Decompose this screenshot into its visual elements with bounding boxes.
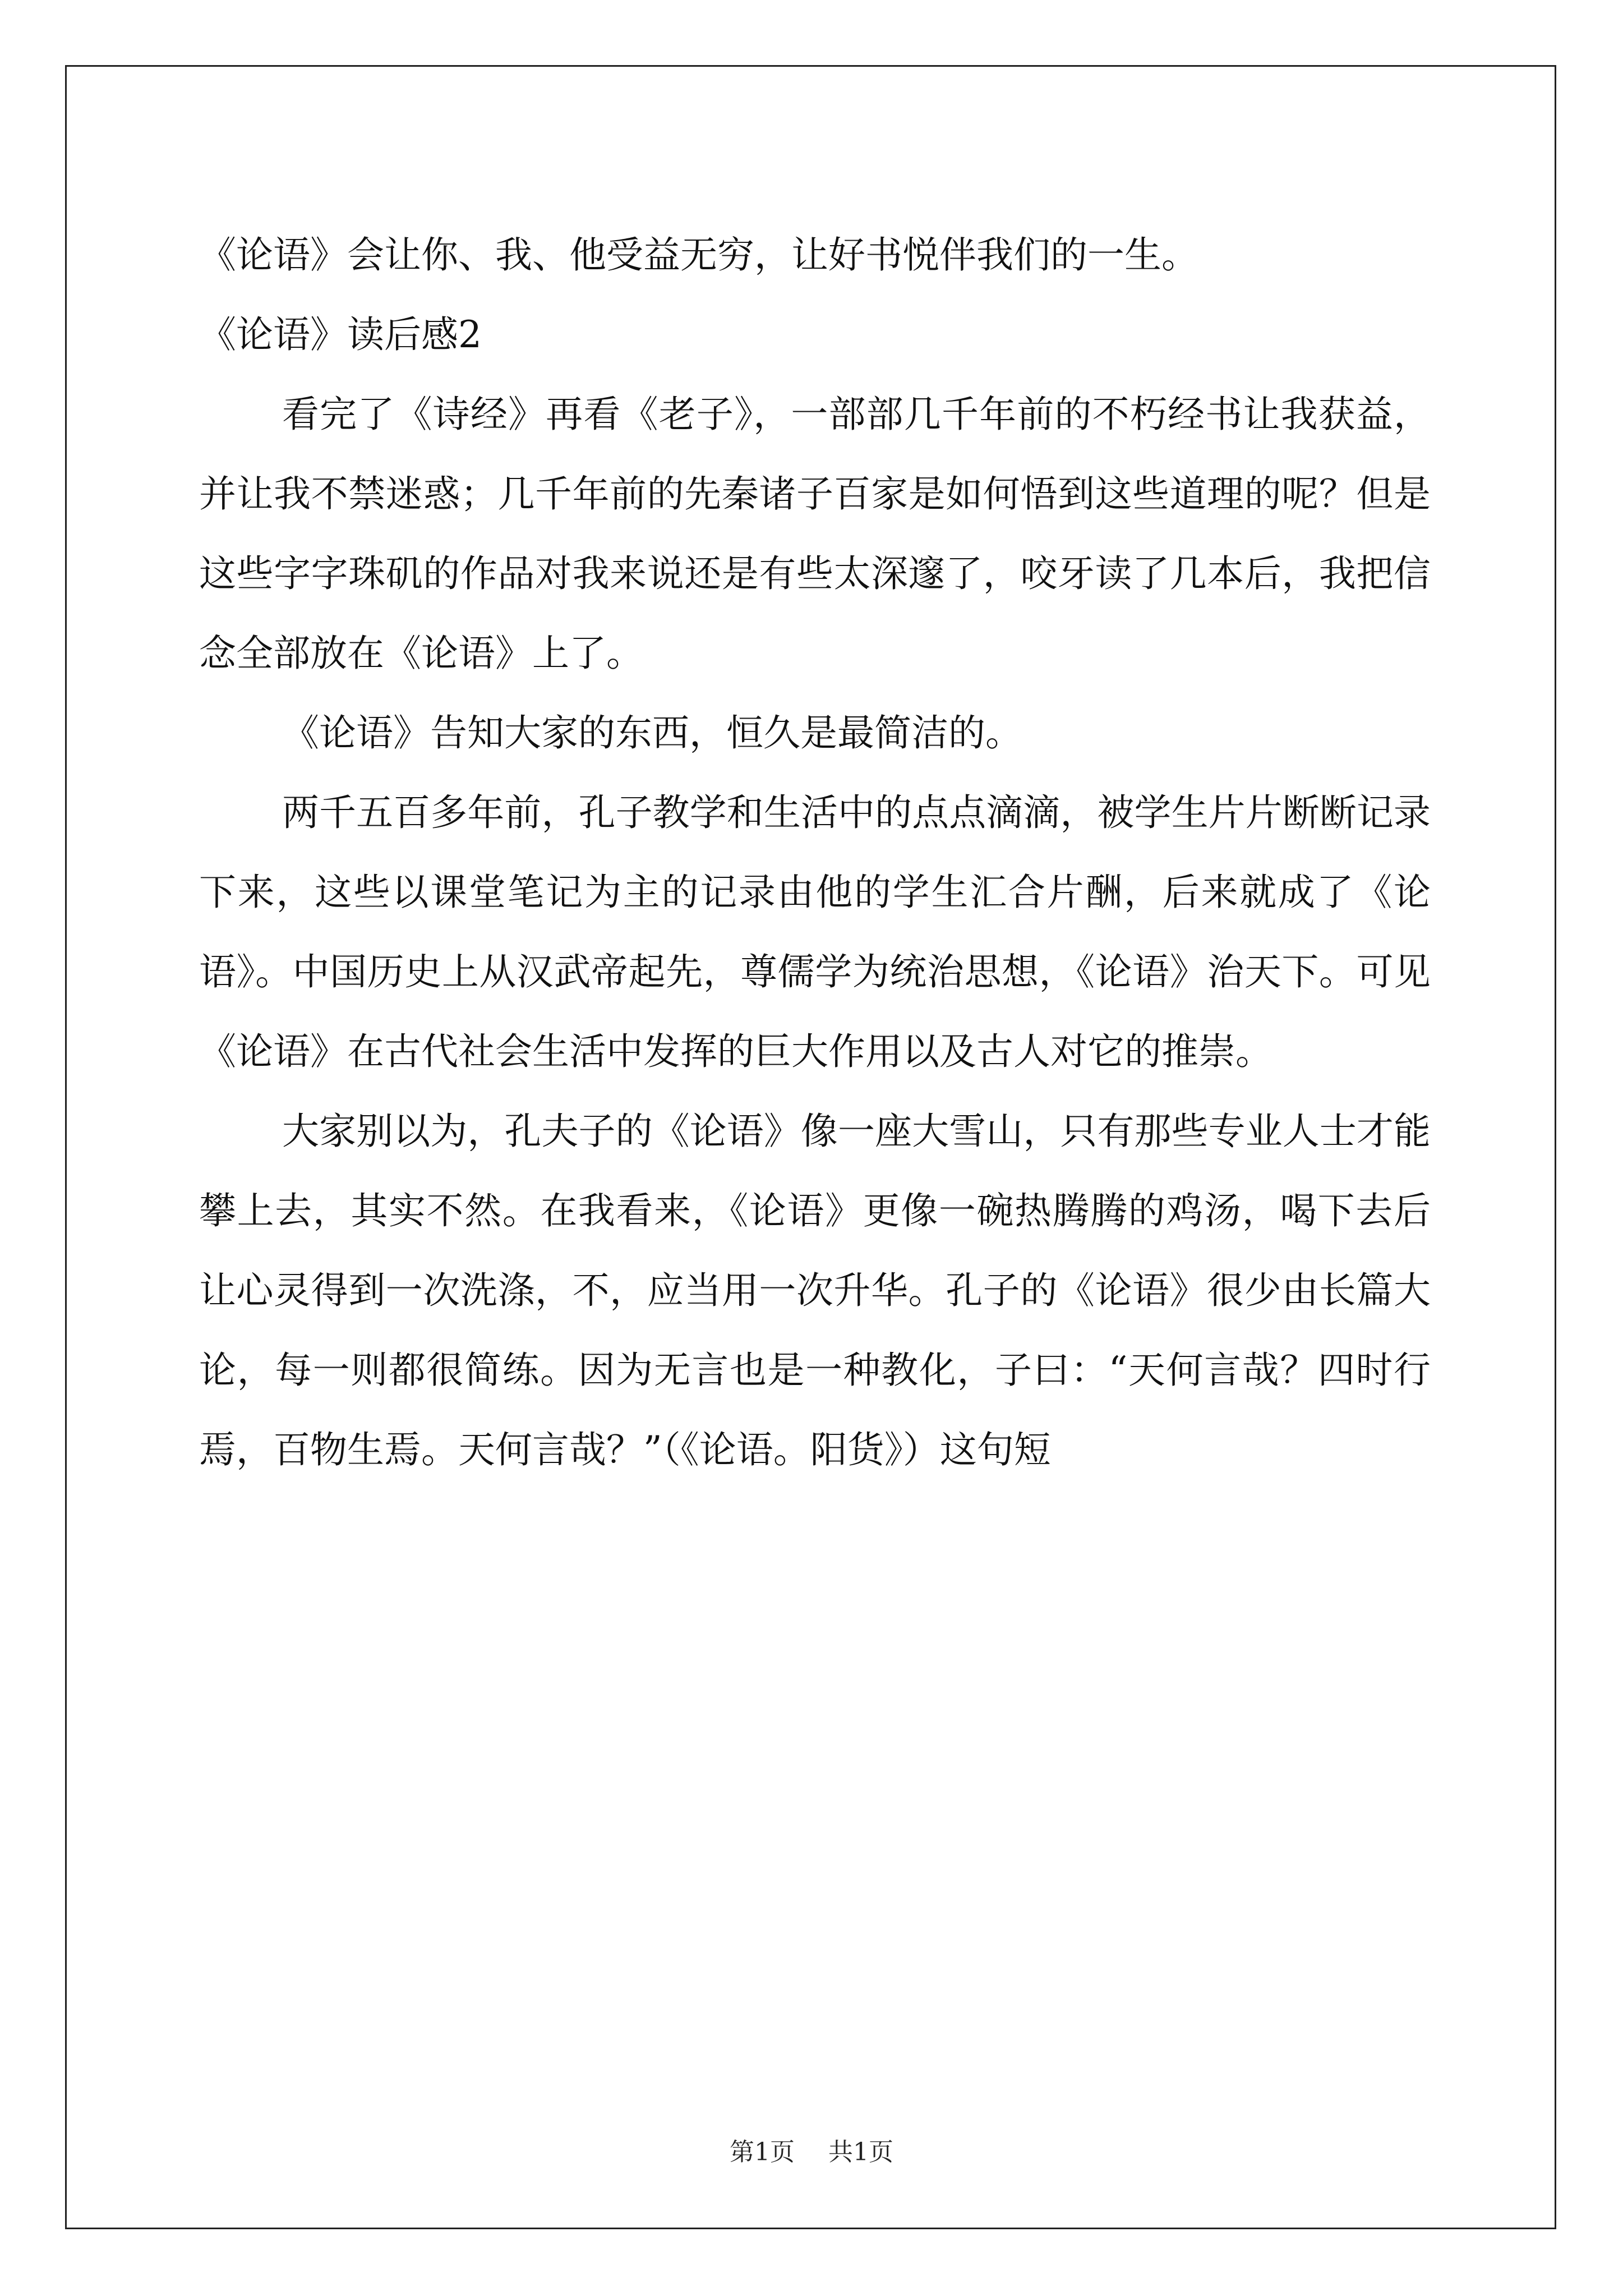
paragraph-1: 《论语》会让你、我、他受益无穷，让好书悦伴我们的一生。: [199, 233, 1198, 277]
paragraph-4: 两千五百多年前，孔子教学和生活中的点点滴滴，被学生片片断断记录下来，这些以课堂笔记为主的记录由他的学生汇合片酬，后来就成了《论语》。中国历史上从汉武帝起先，尊儒学为统治思想，《论语》治天下。可见《论语》在古代社会生活中发挥的巨大作用以及古人对它的推崇。: [199, 791, 1431, 1073]
paragraph-2: 看完了《诗经》再看《老子》，一部部几千年前的不朽经书让我获益，并让我不禁迷惑；几千年前的先秦诸子百家是如何悟到这些道理的呢？但是这些字字珠矶的作品对我来说还是有些太深邃了，咬牙读了几本后，我把信念全部放在《论语》上了。: [199, 393, 1431, 675]
page-number: 第1页: [730, 2138, 795, 2166]
paragraph-5: 大家别以为，孔夫子的《论语》像一座大雪山，只有那些专业人士才能攀上去，其实不然。在我看来，《论语》更像一碗热腾腾的鸡汤，喝下去后让心灵得到一次洗涤，不，应当用一次升华。孔子的《论语》很少由长篇大论，每一则都很简练。因为无言也是一种教化，子曰：“天何言哉？四时行焉，百物生焉。天何言哉？”（《论语。阳货》）这句短: [199, 1110, 1431, 1471]
document-body: [199, 215, 1431, 1490]
page-total: 共1页: [828, 2138, 893, 2166]
page-footer: [0, 2132, 1623, 2168]
section-heading: 《论语》读后感2: [199, 313, 482, 356]
paragraph-3: 《论语》告知大家的东西，恒久是最简洁的。: [282, 711, 1022, 754]
